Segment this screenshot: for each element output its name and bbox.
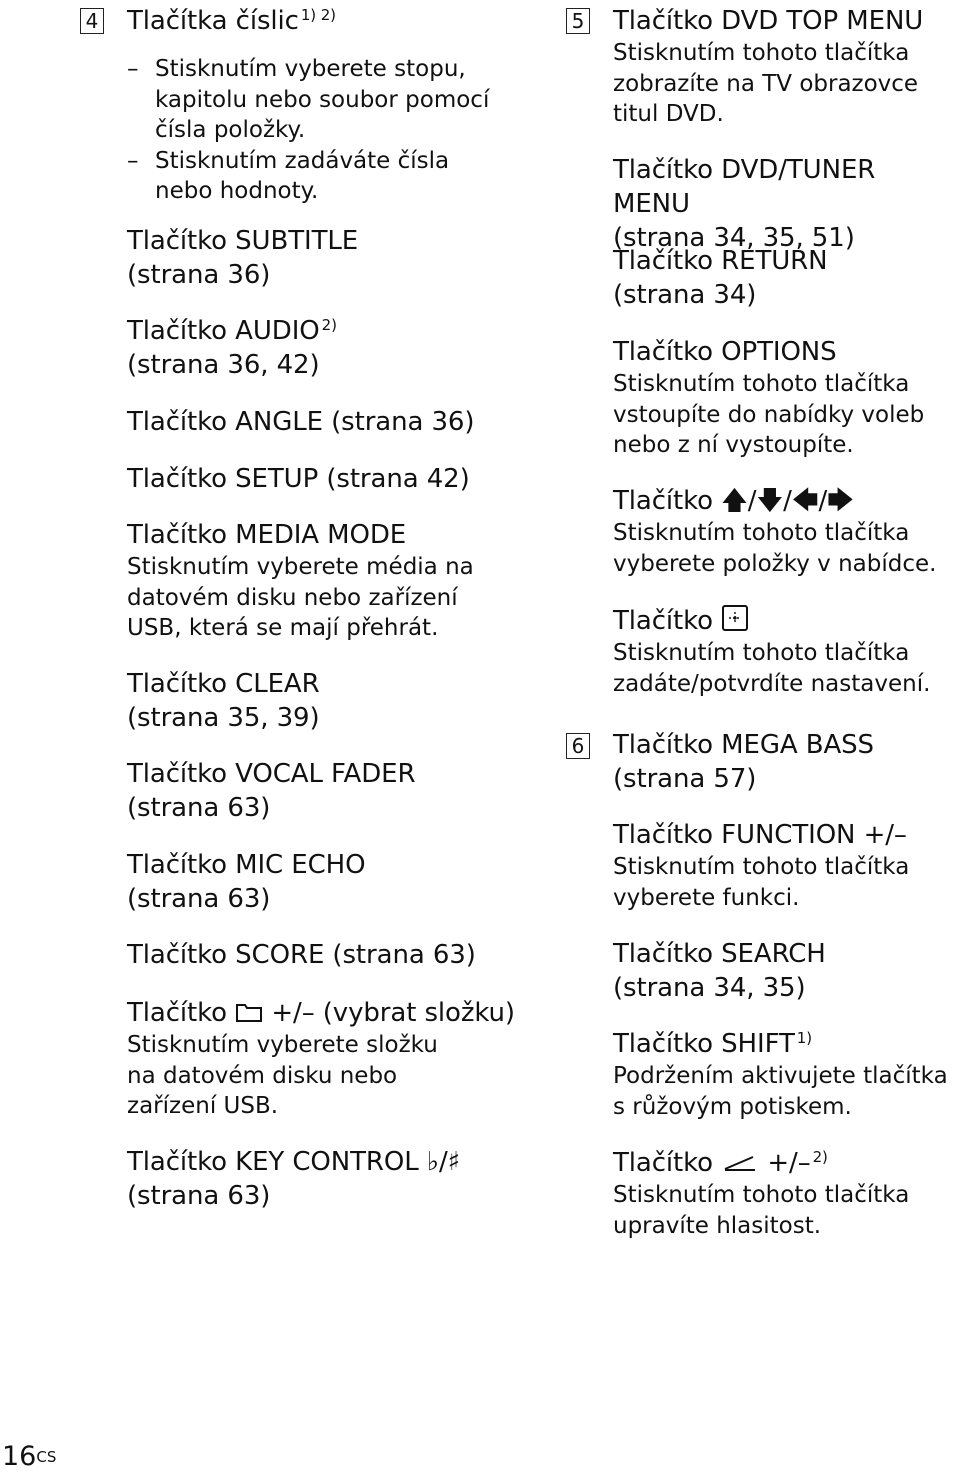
- section-4: [127, 4, 520, 207]
- search-button-entry: Tlačítko SEARCH (strana 34, 35): [613, 939, 826, 1003]
- folder-button-entry: Tlačítko +/– (vybrat složku) Stisknutím vyberete složku na datovém disku nebo zařízení USB.: [127, 998, 515, 1119]
- audio-button-entry: Tlačítko AUDIO $^{2)}$ (strana 36, 42): [127, 316, 337, 380]
- clear-button-entry: Tlačítko CLEAR (strana 35, 39): [127, 669, 320, 733]
- mic-echo-entry: Tlačítko MIC ECHO (strana 63): [127, 850, 366, 914]
- vocal-fader-entry: Tlačítko VOCAL FADER (strana 63): [127, 759, 416, 823]
- volume-icon: [721, 1151, 759, 1173]
- mega-bass-entry: Tlačítko MEGA BASS (strana 57): [613, 730, 874, 794]
- return-button-entry: Tlačítko RETURN (strana 34): [613, 246, 828, 310]
- section-marker-4: 4: [80, 8, 104, 34]
- subtitle-button-entry: Tlačítko SUBTITLE (strana 36): [127, 226, 359, 290]
- dvd-tuner-menu-entry: Tlačítko DVD/TUNER MENU (strana 34, 35, 51): [613, 155, 876, 253]
- enter-icon: [721, 604, 749, 632]
- shift-button-entry: Tlačítko SHIFT $^{1)}$ Podržením aktivujete tlačítka s růžovým potiskem.: [613, 1029, 948, 1120]
- arrow-buttons-entry: Tlačítko 🡅/🡇/🡄/🡆 Stisknutím tohoto tlačítka vyberete položky v nabídce.: [613, 486, 937, 577]
- section-marker-6: 6: [566, 733, 590, 759]
- function-button-entry: Tlačítko FUNCTION +/– Stisknutím tohoto tlačítka vyberete funkci.: [613, 820, 910, 911]
- key-control-entry: Tlačítko KEY CONTROL ♭/♯ (strana 63): [127, 1147, 461, 1211]
- page-number: $16^{CS}$: [2, 1441, 57, 1472]
- bullet-item: – Stisknutím vyberete stopu, kapitolu nebo soubor pomocí čísla položky.: [127, 54, 520, 146]
- enter-button-entry: Tlačítko Stisknutím tohoto tlačítka zadáte/potvrdíte nastavení.: [613, 606, 931, 697]
- heading-number-buttons: Tlačítka číslic $^{1) 2)}$: [127, 6, 336, 36]
- volume-button-entry: Tlačítko +/– $^{2)}$ Stisknutím tohoto tlačítka upravíte hlasitost.: [613, 1148, 910, 1239]
- score-button-entry: Tlačítko SCORE (strana 63): [127, 940, 476, 970]
- angle-button-entry: Tlačítko ANGLE (strana 36): [127, 407, 475, 437]
- dvd-top-menu-entry: Tlačítko DVD TOP MENU Stisknutím tohoto tlačítka zobrazíte na TV obrazovce titul DVD.: [613, 6, 924, 127]
- folder-icon: [235, 1001, 263, 1023]
- options-button-entry: Tlačítko OPTIONS Stisknutím tohoto tlačítka vstoupíte do nabídky voleb nebo z ní vystoupíte.: [613, 337, 925, 458]
- bullet-item: – Stisknutím zadáváte čísla nebo hodnoty.: [127, 146, 520, 207]
- section-marker-5: 5: [566, 8, 590, 34]
- setup-button-entry: Tlačítko SETUP (strana 42): [127, 464, 470, 494]
- media-mode-entry: Tlačítko MEDIA MODE Stisknutím vyberete média na datovém disku nebo zařízení USB, která se mají přehrát.: [127, 520, 474, 641]
